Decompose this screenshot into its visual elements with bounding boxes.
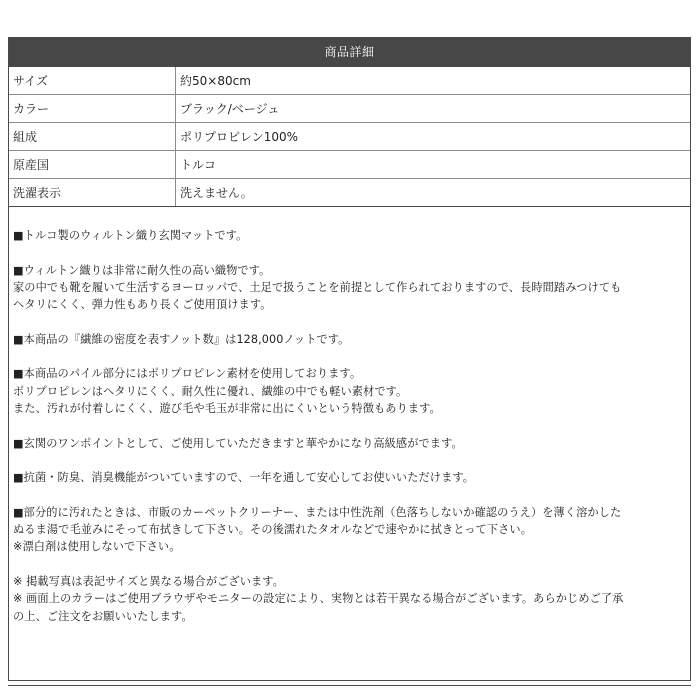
spec-label: 原産国 bbox=[9, 151, 176, 179]
desc-line: ※ 掲載写真は表記サイズと異なる場合がございます。 bbox=[13, 574, 284, 588]
spec-label: サイズ bbox=[9, 67, 176, 95]
spec-table bbox=[9, 67, 690, 207]
desc-line: ■玄関のワンポイントとして、ご使用していただきますと華やかになり高級感がでます。 bbox=[13, 436, 463, 450]
desc-line: の上、ご注文をお願いいたします。 bbox=[13, 609, 193, 623]
spec-row-washing bbox=[9, 179, 690, 207]
spec-label: 組成 bbox=[9, 123, 176, 151]
product-description bbox=[13, 227, 686, 625]
spec-label: 洗濯表示 bbox=[9, 179, 176, 207]
spec-value: 約50×80cm bbox=[176, 67, 691, 95]
desc-line: ポリプロピレンはヘタリにくく、耐久性に優れ、繊維の中でも軽い素材です。 bbox=[13, 384, 408, 398]
desc-line: ※ 画面上のカラーはご使用ブラウザやモニターの設定により、実物とは若干異なる場合がございます。あらかじめご了承 bbox=[13, 592, 624, 606]
spec-value: トルコ bbox=[176, 151, 691, 179]
spec-value: ブラック/ベージュ bbox=[176, 95, 691, 123]
desc-line: ■本商品のパイル部分にはポリプロピレン素材を使用しております。 bbox=[13, 367, 362, 381]
spec-label: カラー bbox=[9, 95, 176, 123]
spec-value: 洗えません。 bbox=[176, 179, 691, 207]
spec-row-size bbox=[9, 67, 690, 95]
product-details-panel bbox=[8, 37, 691, 681]
desc-line: 家の中でも靴を履いて生活するヨーロッパで、土足で扱うことを前提として作られておりますので、長時間踏みつけても bbox=[13, 280, 622, 294]
desc-line: ■トルコ製のウィルトン織り玄関マットです。 bbox=[13, 229, 248, 242]
desc-line: ※漂白剤は使用しないで下さい。 bbox=[13, 540, 181, 554]
desc-line: また、汚れが付着しにくく、遊び毛や毛玉が非常に出にくいという特徴もあります。 bbox=[13, 401, 441, 415]
spec-row-material bbox=[9, 123, 690, 151]
section-title: 商品詳細 bbox=[9, 38, 690, 67]
desc-line: ヘタリにくく、弾力性もあり長くご使用頂けます。 bbox=[13, 298, 272, 312]
desc-line: ■ウィルトン織りは非常に耐久性の高い織物です。 bbox=[13, 263, 271, 277]
spec-value: ポリプロピレン100% bbox=[176, 123, 691, 151]
desc-line: ■部分的に汚れたときは、市販のカーペットクリーナー、または中性洗剤（色落ちしないか確認のうえ）を薄く溶かした bbox=[13, 505, 622, 519]
desc-line: ぬるま湯で毛並みにそって布拭きして下さい。その後濡れたタオルなどで速やかに拭きとって下さい。 bbox=[13, 523, 533, 537]
desc-line: ■本商品の『繊維の密度を表すノット数』は128,000ノットです。 bbox=[13, 332, 350, 346]
bottom-divider bbox=[8, 685, 691, 686]
spec-row-color bbox=[9, 95, 690, 123]
desc-line: ■抗菌・防臭、消臭機能がついていますので、一年を通して安心してお使いいただけます。 bbox=[13, 471, 475, 485]
spec-row-origin bbox=[9, 151, 690, 179]
